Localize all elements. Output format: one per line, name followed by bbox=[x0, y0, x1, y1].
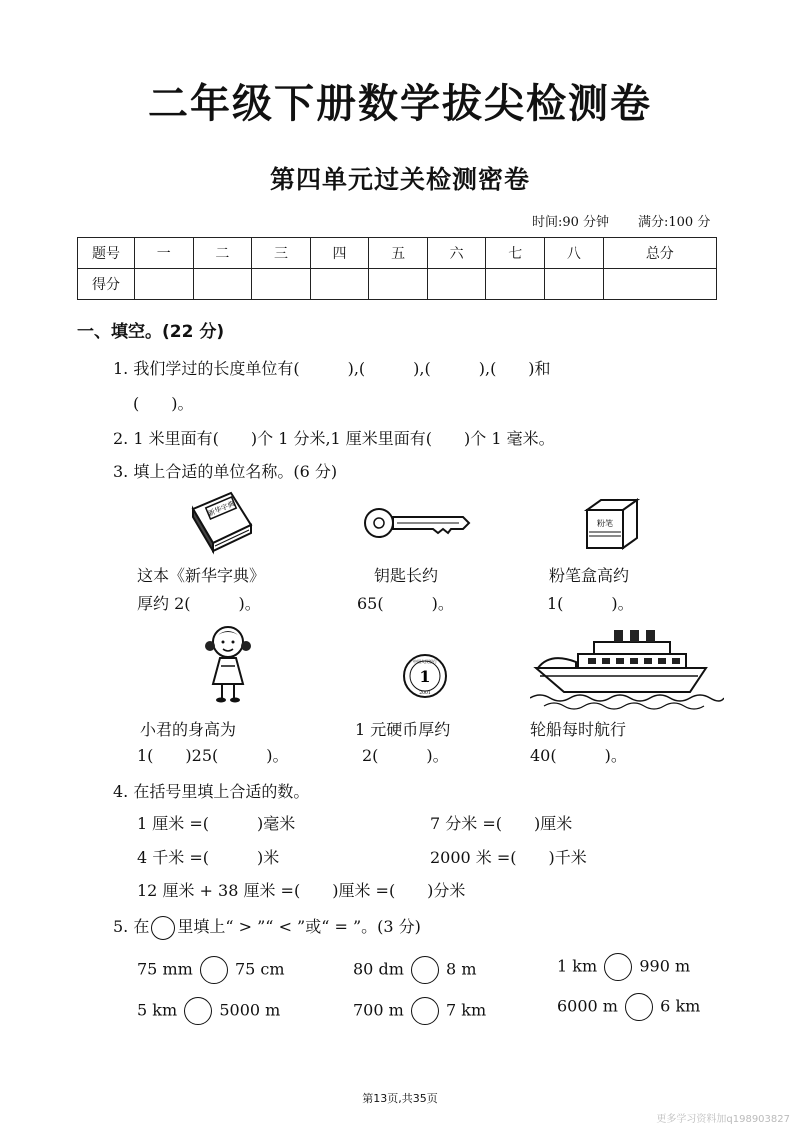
q3-chalk-caption: 粉笔盒高约 bbox=[549, 566, 630, 585]
compare-circle[interactable] bbox=[184, 997, 212, 1025]
page-footer: 第13页,共35页 bbox=[362, 1092, 438, 1105]
exam-time: 时间:90 分钟 bbox=[532, 215, 610, 230]
compare-circle[interactable] bbox=[604, 953, 632, 981]
compare-left: 1 km bbox=[557, 956, 598, 976]
q4-left-1: 1 厘米 =( )毫米 bbox=[137, 814, 296, 833]
page-title: 二年级下册数学拔尖检测卷 bbox=[148, 81, 652, 127]
coin-icon bbox=[401, 652, 449, 700]
score-cell: 二 bbox=[193, 238, 252, 269]
q1-line2: ( )。 bbox=[133, 394, 194, 413]
compare-left: 6000 m bbox=[557, 996, 618, 1016]
q3-height-caption: 小君的身高为 bbox=[140, 720, 237, 739]
compare-circle[interactable] bbox=[625, 993, 653, 1021]
q5-compare-item bbox=[557, 953, 690, 981]
compare-right: 990 m bbox=[639, 956, 691, 976]
chalk-box-icon bbox=[583, 496, 643, 552]
score-blank-cell[interactable] bbox=[369, 269, 428, 300]
q3-height-answer: 1( )25( )。 bbox=[137, 746, 289, 765]
q5-compare-item bbox=[137, 997, 280, 1025]
coin-ring-text: 中国人民银行 bbox=[413, 659, 437, 664]
score-row-label: 得分 bbox=[78, 269, 135, 300]
compare-left: 80 dm bbox=[353, 959, 404, 979]
q2-text: 2. 1 米里面有( )个 1 分米,1 厘米里面有( )个 1 毫米。 bbox=[113, 429, 555, 448]
q4-heading: 4. 在括号里填上合适的数。 bbox=[113, 782, 310, 801]
full-score: 满分:100 分 bbox=[638, 215, 711, 230]
score-cell: 七 bbox=[486, 238, 545, 269]
q3-chalk-answer: 1( )。 bbox=[547, 594, 634, 613]
score-blank-cell[interactable] bbox=[310, 269, 369, 300]
compare-left: 75 mm bbox=[137, 959, 193, 979]
q5-compare-item bbox=[353, 956, 476, 984]
key-icon bbox=[363, 505, 473, 541]
dictionary-label: 新华字典 bbox=[206, 499, 236, 519]
chalk-box-label: 粉笔 bbox=[597, 519, 613, 528]
answer-circle-icon bbox=[151, 916, 175, 940]
compare-circle[interactable] bbox=[200, 956, 228, 984]
compare-right: 5000 m bbox=[219, 1000, 281, 1020]
q3-ship-caption: 轮船每时航行 bbox=[530, 720, 627, 739]
score-cell: 三 bbox=[252, 238, 311, 269]
compare-left: 5 km bbox=[137, 1000, 178, 1020]
q3-coin-caption: 1 元硬币厚约 bbox=[355, 720, 451, 739]
score-blank-cell[interactable] bbox=[486, 269, 545, 300]
compare-right: 75 cm bbox=[234, 959, 285, 979]
coin-value: 1 bbox=[419, 667, 431, 686]
score-table-score-row bbox=[78, 269, 717, 300]
compare-right: 7 km bbox=[445, 1000, 487, 1020]
score-blank-cell[interactable] bbox=[193, 269, 252, 300]
score-cell: 一 bbox=[135, 238, 194, 269]
coin-year: 2001 bbox=[419, 691, 431, 696]
section-1-heading: 一、填空。(22 分) bbox=[77, 322, 225, 342]
watermark: 更多学习资料加q198903827 bbox=[656, 1114, 790, 1125]
q3-key-caption: 钥匙长约 bbox=[374, 566, 439, 585]
q3-key-answer: 65( )。 bbox=[357, 594, 454, 613]
q5-compare-item bbox=[557, 993, 700, 1021]
score-cell: 六 bbox=[427, 238, 486, 269]
score-cell: 总分 bbox=[603, 238, 716, 269]
girl-icon bbox=[201, 622, 255, 706]
score-blank-cell[interactable] bbox=[603, 269, 716, 300]
q3-dict-caption: 这本《新华字典》 bbox=[137, 566, 266, 585]
compare-left: 700 m bbox=[353, 1000, 404, 1020]
page-subtitle: 第四单元过关检测密卷 bbox=[269, 165, 530, 194]
score-blank-cell[interactable] bbox=[427, 269, 486, 300]
score-table bbox=[77, 237, 717, 300]
score-blank-cell[interactable] bbox=[545, 269, 604, 300]
q5-compare-item bbox=[353, 997, 486, 1025]
q4-left-2: 4 千米 =( )米 bbox=[137, 848, 280, 867]
score-cell: 题号 bbox=[78, 238, 135, 269]
score-cell: 五 bbox=[369, 238, 428, 269]
q3-dict-answer: 厚约 2( )。 bbox=[137, 594, 261, 613]
compare-circle[interactable] bbox=[411, 997, 439, 1025]
compare-right: 6 km bbox=[660, 996, 701, 1016]
score-cell: 八 bbox=[545, 238, 604, 269]
ship-icon bbox=[530, 628, 724, 710]
score-blank-cell[interactable] bbox=[252, 269, 311, 300]
q1-line1: 1. 我们学过的长度单位有( ),( ),( ),( )和 bbox=[113, 359, 551, 378]
q4-right-1: 7 分米 =( )厘米 bbox=[430, 814, 573, 833]
score-cell: 四 bbox=[310, 238, 369, 269]
dictionary-icon bbox=[185, 489, 257, 557]
q3-heading: 3. 填上合适的单位名称。(6 分) bbox=[113, 462, 338, 481]
q5-heading-pre: 5. 在 bbox=[113, 917, 150, 936]
compare-circle[interactable] bbox=[411, 956, 439, 984]
q3-coin-answer: 2( )。 bbox=[362, 746, 449, 765]
q5-heading bbox=[113, 914, 421, 940]
q5-heading-post: 里填上“ > ”“ < ”或“ = ”。(3 分) bbox=[177, 917, 421, 936]
score-table-header-row bbox=[78, 238, 717, 269]
q4-right-2: 2000 米 =( )千米 bbox=[430, 848, 587, 867]
score-blank-cell[interactable] bbox=[135, 269, 194, 300]
q3-ship-answer: 40( )。 bbox=[530, 746, 627, 765]
compare-right: 8 m bbox=[446, 959, 477, 979]
q5-compare-item bbox=[137, 956, 285, 984]
q4-left-3: 12 厘米 + 38 厘米 =( )厘米 =( )分米 bbox=[137, 881, 466, 900]
